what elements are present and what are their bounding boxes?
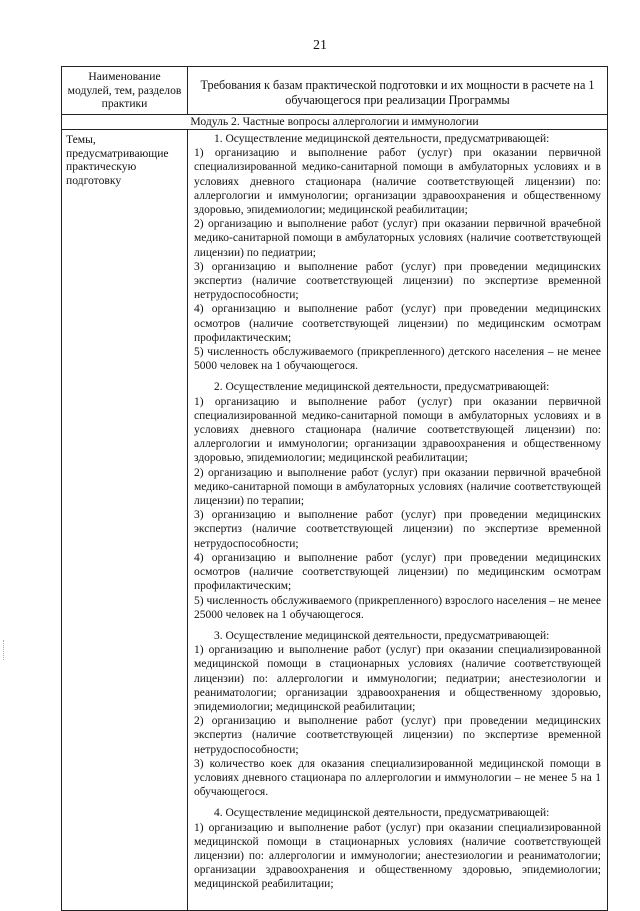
requirement-block-3: [194, 629, 601, 799]
list-item: 4) организацию и выполнение работ (услуг) при проведении медицинских осмотров (наличие соответствующей лицензии) по медицинским осмотрам профилактическим;: [194, 551, 601, 593]
list-item: 3) организацию и выполнение работ (услуг) при проведении медицинских экспертиз (наличие соответствующей лицензии) по экспертизе временной нетрудоспособности;: [194, 509, 601, 550]
requirement-block-4: [194, 806, 601, 891]
list-item: 5) численность обслуживаемого (прикрепленного) детского населения – не менее 5000 человек на 1 обучающегося.: [194, 346, 601, 373]
module-title: Модуль 2. Частные вопросы аллергологии и иммунологии: [62, 115, 608, 130]
page-number: 21: [313, 38, 327, 53]
requirement-block-2: [194, 380, 601, 621]
list-item: 3) количество коек для оказания специализированной медицинской помощи в условиях дневного стационара по аллергологии и иммунологии – не менее 5 на 1 обучающегося.: [194, 757, 601, 799]
requirement-block-1: [194, 132, 601, 373]
content-row: [62, 130, 608, 911]
list-item: 1) организацию и выполнение работ (услуг) при оказании специализированной медицинской помощи в стационарных условиях (наличие соответствующей лицензии) по: аллергологии и иммунологии; анестезиологии и реаниматологии; организации здравоохранения и общественному здоровью, эпидемиологии; медицинской реабилитации;: [194, 821, 601, 891]
list-item: 1) организацию и выполнение работ (услуг) при оказании специализированной медицинской помощи в стационарных условиях (наличие соответствующей лицензии) по: аллергологии и иммунологии; педиатрии; анестезиологии и реаниматологии; организации здравоохранения и общественному здоровью, эпидемиологии; медицинской реабилитации;: [194, 644, 601, 713]
list-item: 1) организацию и выполнение работ (услуг) при оказании первичной специализированной медико-санитарной помощи в амбулаторных условиях и в условиях дневного стационара (наличие соответствующей лицензии) по: аллергологии и иммунологии; организации здравоохранения и общественному здоровью, эпидемиологии; медицинской реабилитации;: [194, 147, 601, 217]
list-item: 2) организацию и выполнение работ (услуг) при оказании первичной врачебной медико-санитарной помощи в амбулаторных условиях (наличие соответствующей лицензии) по терапии;: [194, 466, 601, 508]
list-item: 5) численность обслуживаемого (прикрепленного) взрослого населения – не менее 25000 человек на 1 обучающегося.: [194, 594, 601, 621]
list-item: 2) организацию и выполнение работ (услуг) при оказании первичной врачебной медико-санитарной помощи в амбулаторных условиях (наличие соответствующей лицензии) по педиатрии;: [194, 218, 601, 259]
list-item: 2) организацию и выполнение работ (услуг) при проведении медицинских экспертиз (наличие соответствующей лицензии) по экспертизе временной нетрудоспособности;: [194, 715, 601, 756]
requirements-content: [188, 130, 608, 911]
block-title: 3. Осуществление медицинской деятельности, предусматривающей:: [214, 629, 550, 642]
list-item: 4) организацию и выполнение работ (услуг) при проведении медицинских осмотров (наличие соответствующей лицензии) по медицинским осмотрам профилактическим;: [194, 303, 601, 344]
header-cell-requirements: Требования к базам практической подготовки и их мощности в расчете на 1 обучающегося при реализации Программы: [188, 67, 608, 115]
list-item: 1) организацию и выполнение работ (услуг) при оказании первичной специализированной медико-санитарной помощи в амбулаторных условиях и в условиях дневного стационара (наличие соответствующей лицензии) по: аллергологии и иммунологии; организации здравоохранения и общественному здоровью, эпидемиологии; медицинской реабилитации;: [194, 395, 601, 465]
header-cell-modules: Наименование модулей, тем, разделов практики: [62, 67, 188, 115]
module-row: [62, 115, 608, 130]
block-title: 4. Осуществление медицинской деятельности, предусматривающей:: [214, 807, 550, 820]
requirements-table: [61, 66, 608, 911]
list-item: 3) организацию и выполнение работ (услуг) при проведении медицинских экспертиз (наличие соответствующей лицензии) по экспертизе временной нетрудоспособности;: [194, 260, 601, 302]
scan-artifact: [3, 640, 8, 660]
topics-label: Темы, предусматривающие практическую подготовку: [62, 130, 188, 911]
block-title: 1. Осуществление медицинской деятельности, предусматривающей:: [214, 133, 550, 145]
block-title: 2. Осуществление медицинской деятельности, предусматривающей:: [214, 381, 550, 394]
table-header-row: [62, 67, 608, 115]
